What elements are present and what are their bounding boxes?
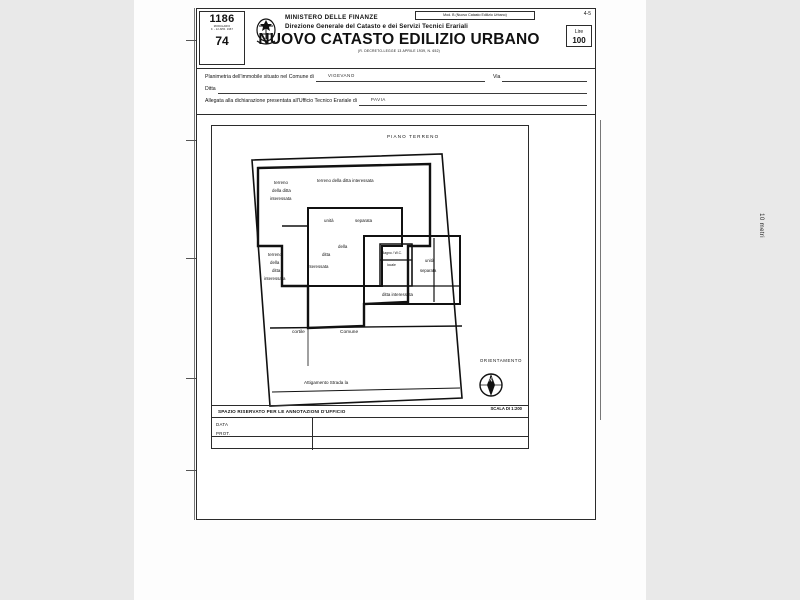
form-fields (197, 69, 595, 115)
via-label: Via (493, 74, 501, 80)
registration-tick (186, 40, 196, 41)
ufficio-label: Allegata alla dichiarazione presentata all'Ufficio Tecnico Erariale di (205, 98, 357, 104)
module-type-box: Mod. B (Nuovo Catasto Edilizio Urbano) (415, 11, 535, 20)
handwritten-number: 74 (215, 33, 229, 48)
scale-label: SCALA DI 1:200 (490, 406, 522, 411)
room-label: unità (324, 218, 334, 223)
room-label: unità (425, 258, 435, 263)
ufficio-value: PAVIA (370, 97, 386, 102)
page-title-subtitle: (R. DECRETO-LEGGE 13 APRILE 1939, N. 652) (357, 49, 440, 53)
corner-mark: 4-5 (583, 11, 591, 17)
registration-tick (186, 470, 196, 471)
page-title: NUOVO CATASTO EDILIZIO URBANO (258, 31, 540, 48)
floor-label: PIANO TERRENO (387, 134, 440, 139)
annotations-date-label: DATA (216, 422, 229, 427)
form-row-ditta (205, 85, 587, 94)
room-label: Attigamento Strada la (304, 380, 349, 385)
room-label: ditta (272, 268, 281, 273)
annotations-column-divider (312, 417, 313, 450)
annotations-prot-label: PROT. (216, 431, 231, 436)
registration-tick (186, 140, 196, 141)
office-annotations-box (211, 405, 529, 449)
room-label: terreno della ditta interessata (317, 178, 374, 183)
plan-frame (211, 125, 529, 437)
compass-north-letter: N (488, 377, 493, 384)
comune-field[interactable] (316, 73, 485, 82)
annotations-title: SPAZIO RISERVATO PER LE ANNOTAZIONI D'UFFICIO (218, 409, 346, 414)
room-label: terreno (268, 252, 282, 257)
ditta-label: Ditta (205, 86, 216, 92)
room-label: terreno (274, 180, 288, 185)
document-header (197, 9, 595, 69)
lire-stamp-box (566, 25, 592, 47)
scan-right-gutter (646, 0, 800, 600)
cadastral-plan-document (196, 8, 596, 520)
room-label: della (270, 260, 280, 265)
ruler-label: 10 metri (758, 213, 764, 238)
lire-value: 100 (572, 36, 586, 45)
annotations-divider (212, 417, 528, 418)
comune-value: VIGEVANO (327, 73, 355, 78)
room-label: interessata (307, 264, 329, 269)
form-number-stamp (199, 11, 245, 65)
room-label: separata (355, 218, 373, 223)
form-row-ufficio (205, 97, 587, 106)
ministry-line-2: Direzione Generale del Catasto e dei Servizi Tecnici Erariali (285, 23, 469, 30)
comune-label: Planimetria dell'immobile situato nel Comune di (205, 74, 314, 80)
form-number: 1186 (209, 13, 235, 25)
orientation-label: ORIENTAMENTO (479, 358, 522, 363)
room-label: Comune (340, 330, 359, 335)
form-row-comune (205, 73, 587, 82)
room-label: ditta interessata (382, 292, 413, 297)
room-label: interessata (270, 196, 292, 201)
room-label: separata (420, 268, 437, 273)
drawing-area (197, 115, 595, 455)
via-field[interactable] (502, 73, 587, 82)
ministry-line-1: MINISTERO DELLE FINANZE (285, 14, 378, 21)
left-registration-rule (194, 8, 195, 520)
registration-tick (186, 258, 196, 259)
room-label: locale (387, 263, 396, 267)
form-stamp-subline1: MODULARIO (213, 25, 231, 28)
room-label: della (338, 244, 348, 249)
room-label: della ditta (272, 188, 291, 193)
registration-tick (186, 378, 196, 379)
lire-label: Lire (574, 29, 584, 35)
room-label: cortile (292, 330, 305, 335)
right-registration-rule (600, 120, 601, 420)
form-stamp-subline2: F. - 12 APR. 1967 (210, 28, 234, 32)
room-label: ditta (322, 252, 331, 257)
room-label: Bagno / W.C. (382, 251, 402, 255)
compass-icon (476, 370, 506, 400)
ufficio-field[interactable] (359, 97, 587, 106)
ditta-field[interactable] (218, 85, 587, 94)
room-label: interessata (264, 276, 286, 281)
scan-left-gutter (0, 0, 134, 600)
